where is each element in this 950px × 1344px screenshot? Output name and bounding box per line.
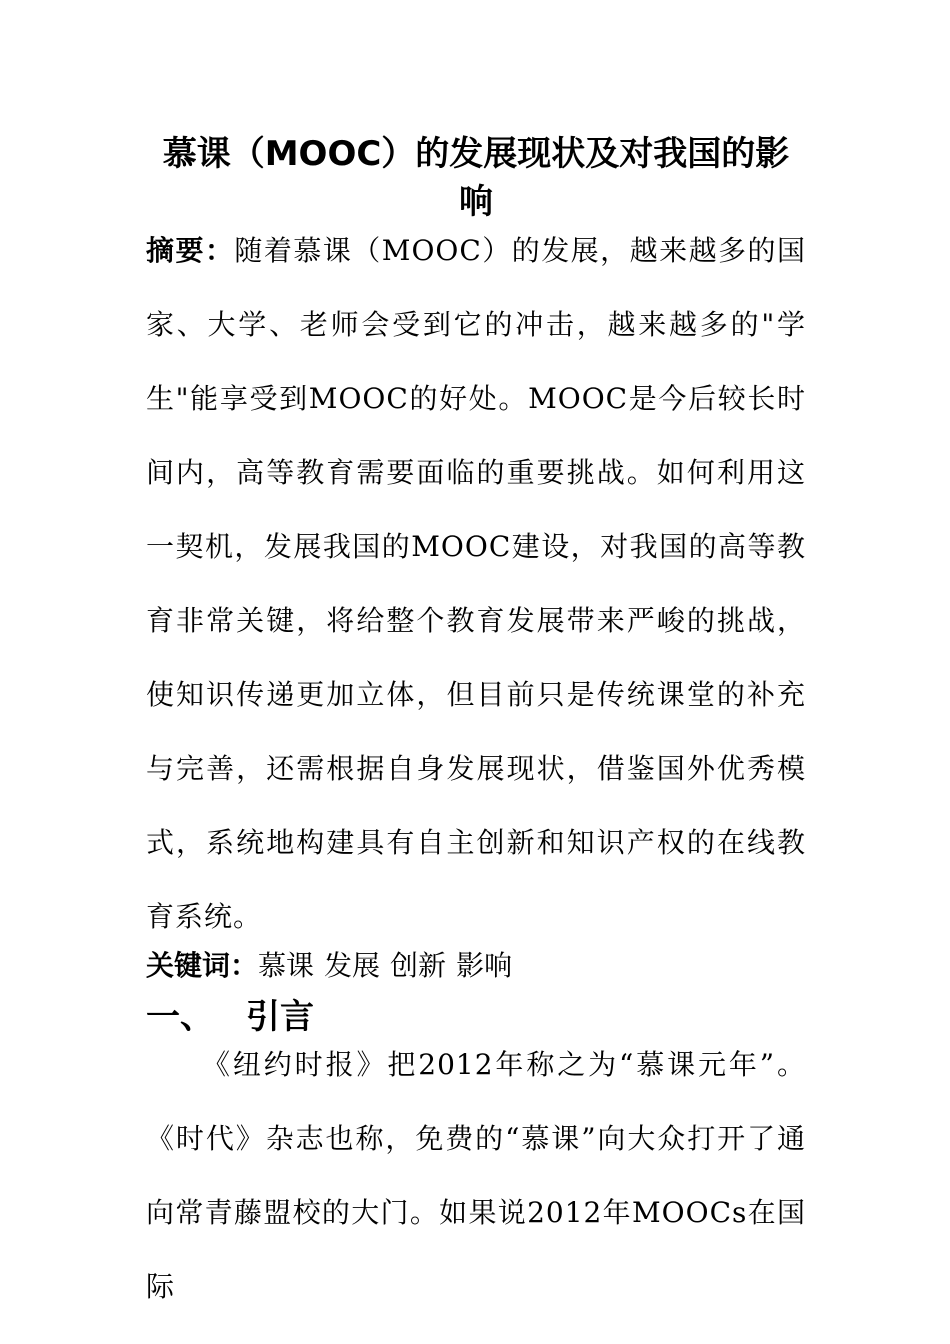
section-body-paragraph: 《纽约时报》把2012年称之为“慕课元年”。《时代》杂志也称，免费的“慕课”向大众打开了通向常青藤盟校的大门。如果说2012年MOOCs在国际 xyxy=(146,1048,806,1303)
document-page xyxy=(146,130,806,1324)
keywords-line xyxy=(146,942,806,990)
keyword-item: 影响 xyxy=(456,949,513,982)
keyword-item: 慕课 xyxy=(258,949,315,982)
keyword-item: 创新 xyxy=(390,949,447,982)
section-number: 一、 xyxy=(146,997,214,1037)
abstract-paragraph xyxy=(146,214,806,954)
keywords-label: 关键词： xyxy=(146,949,259,982)
abstract-label: 摘要： xyxy=(146,234,235,267)
section-title: 引言 xyxy=(246,997,314,1037)
keyword-item: 发展 xyxy=(324,949,381,982)
abstract-text: 随着慕课（MOOC）的发展，越来越多的国家、大学、老师会受到它的冲击，越来越多的"学生"能享受到MOOC的好处。MOOC是今后较长时间内，高等教育需要面临的重要挑战。如何利用这一契机，发展我国的MOOC建设，对我国的高等教育非常关键，将给整个教育发展带来严峻的挑战，使知识传递更加立体，但目前只是传统课堂的补充与完善，还需根据自身发展现状，借鉴国外优秀模式，系统地构建具有自主创新和知识产权的在线教育系统。 xyxy=(146,234,806,933)
document-title: 慕课（MOOC）的发展现状及对我国的影响 xyxy=(162,134,790,222)
